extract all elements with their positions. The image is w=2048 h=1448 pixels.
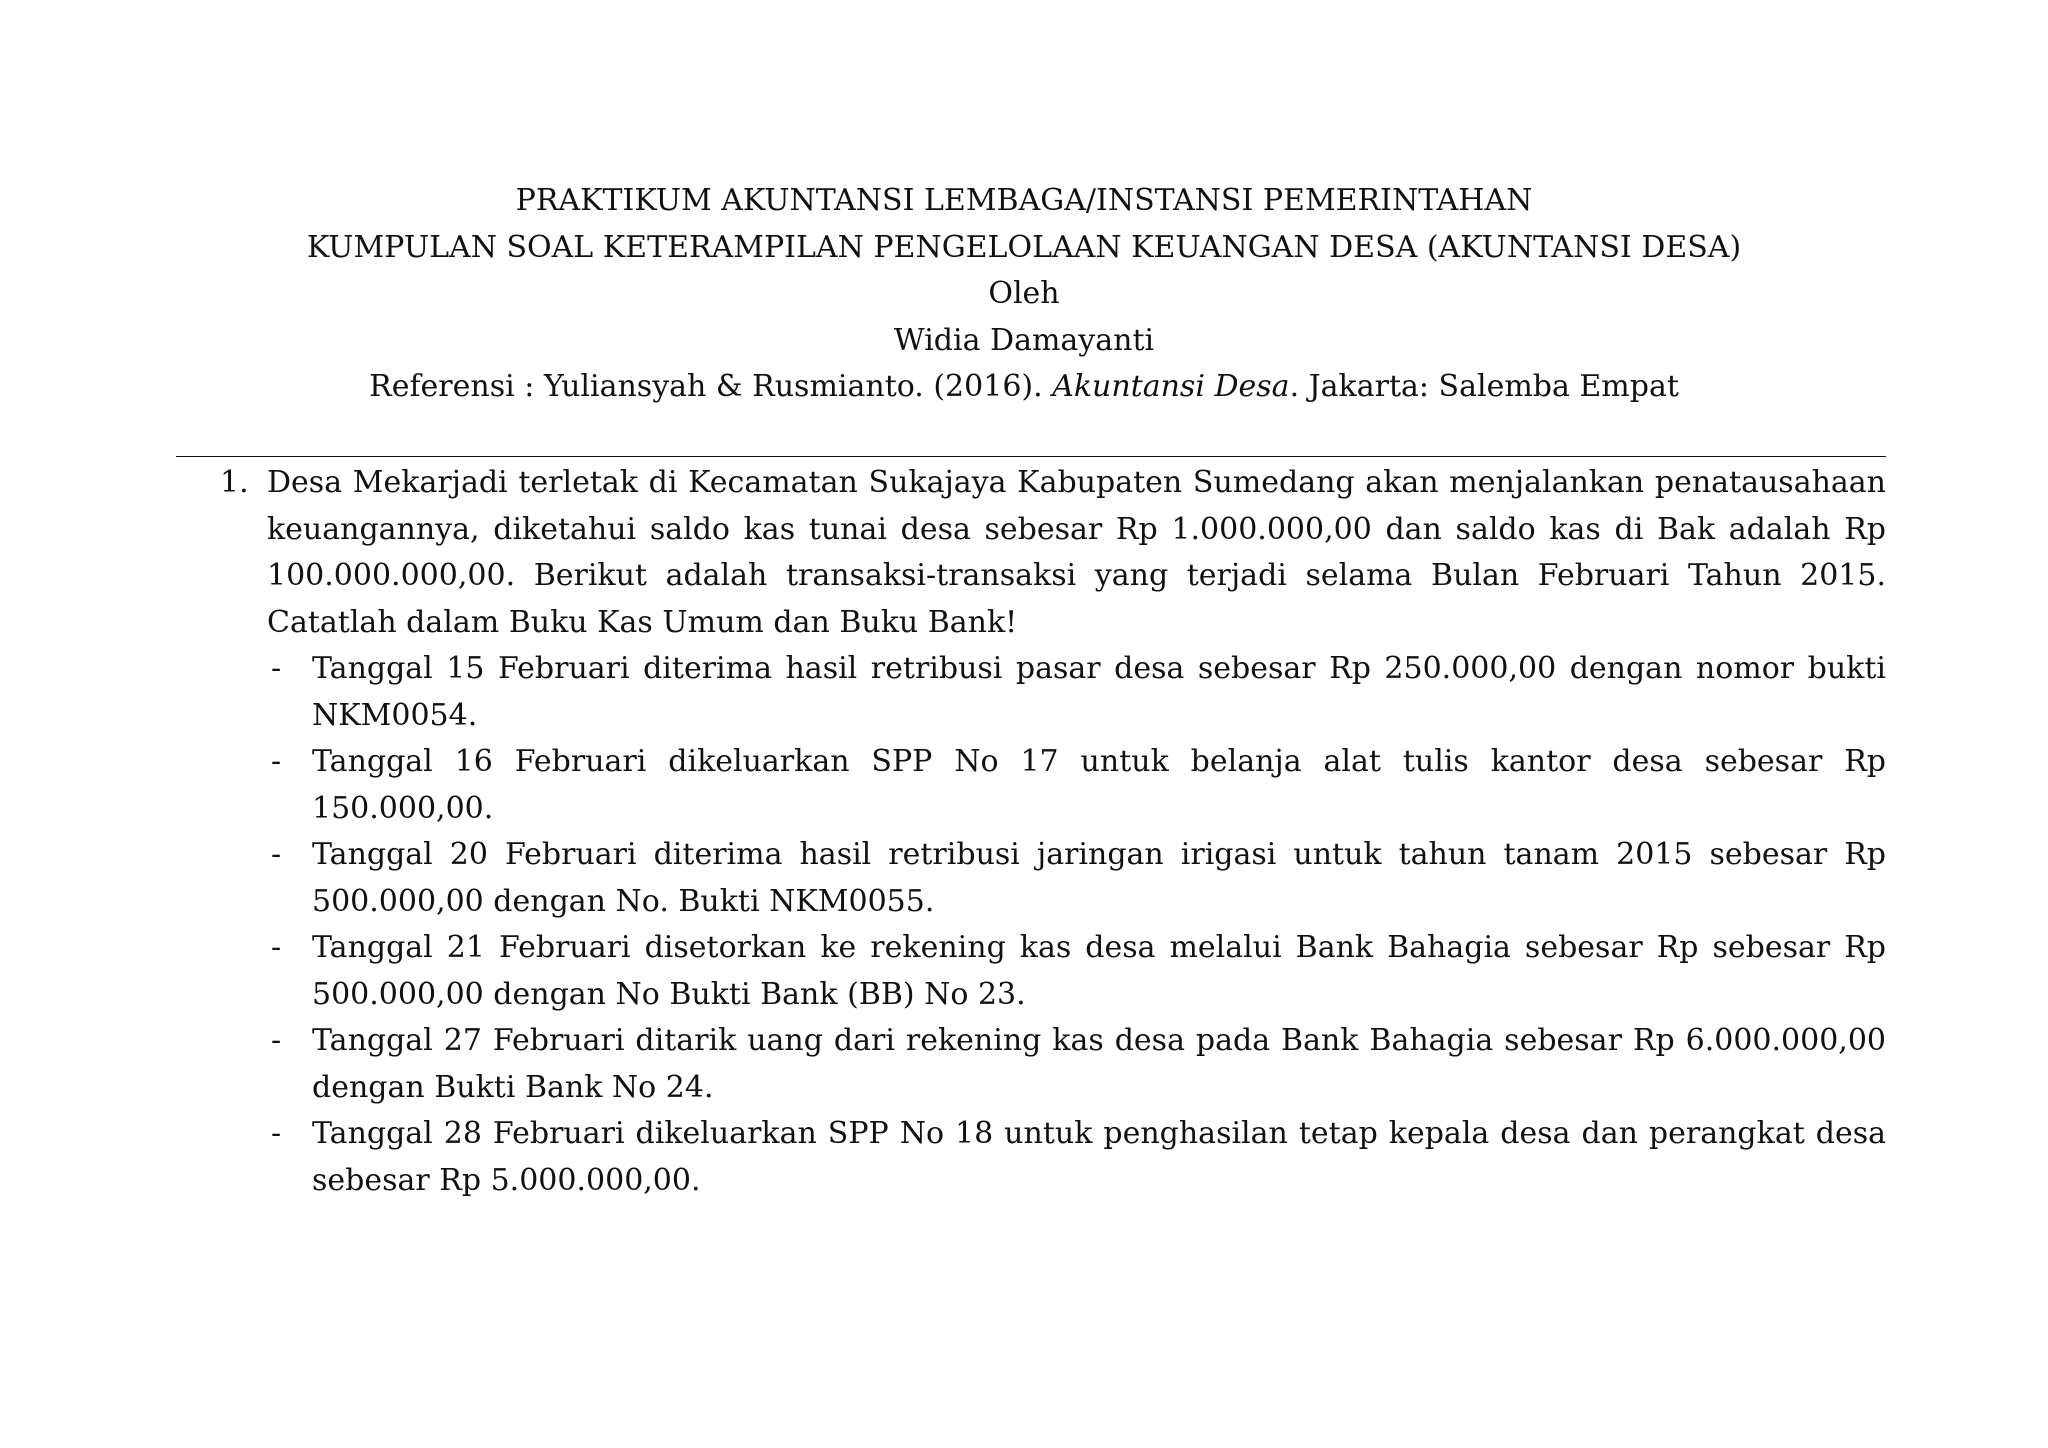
header-divider [176, 456, 1886, 457]
transaction-item [267, 1018, 1886, 1111]
transaction-item [267, 925, 1886, 1018]
reference-suffix: . Jakarta: Salemba Empat [1289, 369, 1679, 404]
bullet-marker: - [271, 651, 282, 686]
transaction-item [267, 646, 1886, 739]
transaction-text: Tanggal 27 Februari ditarik uang dari rekening kas desa pada Bank Bahagia sebesar Rp 6.000.000,00 dengan Bukti Bank No 24. [312, 1023, 1886, 1105]
transaction-text: Tanggal 15 Februari diterima hasil retribusi pasar desa sebesar Rp 250.000,00 dengan nomor bukti NKM0054. [312, 651, 1886, 733]
reference-line [0, 364, 2048, 411]
author-name: Widia Damayanti [893, 322, 1155, 358]
transaction-text: Tanggal 28 Februari dikeluarkan SPP No 18 untuk penghasilan tetap kepala desa dan perangkat desa sebesar Rp 5.000.000,00. [312, 1116, 1886, 1198]
question-item [176, 460, 1886, 1204]
bullet-marker: - [271, 837, 282, 872]
collection-title: KUMPULAN SOAL KETERAMPILAN PENGELOLAAN KEUANGAN DESA (AKUNTANSI DESA) [306, 229, 1742, 265]
question-text: Desa Mekarjadi terletak di Kecamatan Sukajaya Kabupaten Sumedang akan menjalankan penatausahaan keuangannya, diketahui saldo kas tunai desa sebesar Rp 1.000.000,00 dan saldo kas di Bak adalah Rp 100.000.000,00. Berikut adalah transaksi-transaksi yang terjadi selama Bulan Februari Tahun 2015. Catatlah dalam Buku Kas Umum dan Buku Bank! [267, 465, 1886, 640]
reference-book-title: Akuntansi Desa [1052, 369, 1290, 404]
bullet-marker: - [271, 1116, 282, 1151]
transaction-text: Tanggal 16 Februari dikeluarkan SPP No 17 untuk belanja alat tulis kantor desa sebesar Rp 150.000,00. [312, 744, 1886, 826]
bullet-marker: - [271, 744, 282, 779]
bullet-marker: - [271, 1023, 282, 1058]
reference-prefix: Referensi : Yuliansyah & Rusmianto. (2016). [369, 369, 1053, 404]
transaction-item [267, 739, 1886, 832]
question-number: 1. [220, 465, 249, 500]
question-list [176, 460, 1886, 1204]
by-label: Oleh [988, 276, 1060, 311]
transaction-item [267, 1111, 1886, 1204]
transaction-text: Tanggal 21 Februari disetorkan ke rekening kas desa melalui Bank Bahagia sebesar Rp sebesar Rp 500.000,00 dengan No Bukti Bank (BB) No 23. [312, 930, 1886, 1012]
transaction-item [267, 832, 1886, 925]
course-title: PRAKTIKUM AKUNTANSI LEMBAGA/INSTANSI PEMERINTAHAN [515, 183, 1533, 218]
bullet-marker: - [271, 930, 282, 965]
document-header [0, 178, 2048, 411]
transaction-list [267, 646, 1886, 1204]
transaction-text: Tanggal 20 Februari diterima hasil retribusi jaringan irigasi untuk tahun tanam 2015 sebesar Rp 500.000,00 dengan No. Bukti NKM0055. [312, 837, 1886, 919]
